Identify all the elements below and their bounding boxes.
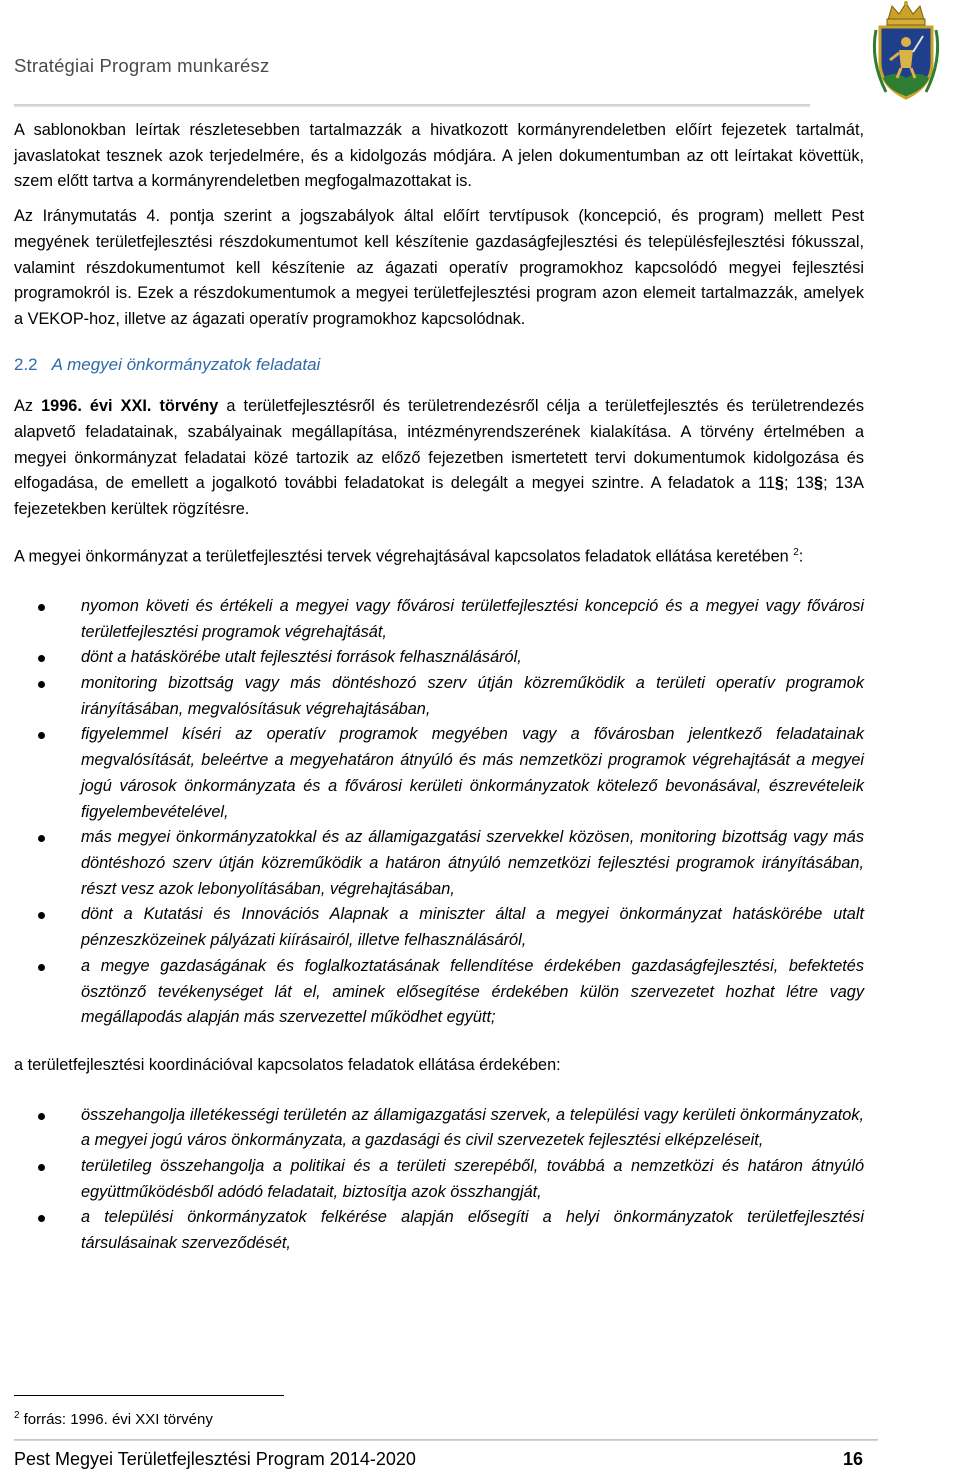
section-mark-1: § [774,474,784,493]
paragraph-2: Az Iránymutatás 4. pontja szerint a jogszabályok által előírt tervtípusok (koncepció, és program) mellett Pest megyének területfejlesztési részdokumentumot kell készítenie gazdaságfejlesztési és településfejlesztési fókusszal, valamint részdokumentumot kell készítenie az ágazati operatív programokhoz kapcsolódó megyei fejlesztési programokról is. Ezek a részdokumentumok a megyei területfejlesztési program azon elemeit tartalmazzák, amelyek a VEKOP-hoz, illetve az ágazati operatív programokhoz kapcsolódnak. [14,207,864,328]
law-reference: 1996. évi XXI. törvény [41,397,219,416]
paragraph-3-end: ; 13A fejezetekben kerültek rögzítésre. [14,474,864,519]
document-body [14,118,864,1257]
bullet-icon [38,604,45,611]
bullet-icon [38,655,45,662]
list-item-text: figyelemmel kíséri az operatív programok megyében vagy a fővárosban jelentkező feladatainak megvalósítását, beleértve a megyehatáron átnyúló és más nemzetközi programok végrehajtását a megyei jogú városok önkormányzata és a fővárosi kerületi önkormányzatok kötelező bevonásával, észrevételeik figyelembevételével, [81,725,864,821]
task-list-1 [14,594,864,1031]
list-item [14,954,864,1031]
list-item [14,671,864,722]
list-item-text: összehangolja illetékességi területén az államigazgatási szervek, a települési vagy kerületi önkormányzatok, a megyei jogú város önkormányzata, a gazdasági és civil szervezetek fejlesztési elképzeléseit, [81,1105,864,1150]
list-item [14,825,864,902]
footnote-rule [14,1395,284,1396]
footer-title: Pest Megyei Területfejlesztési Program 2014-2020 [14,1449,416,1469]
paragraph-3-mid: ; 13 [783,474,814,493]
paragraph-5: a területfejlesztési koordinációval kapcsolatos feladatok ellátása érdekében: [14,1055,561,1074]
footnote-text: forrás: 1996. évi XXI törvény [23,1411,213,1428]
list-item-text: más megyei önkormányzatokkal és az államigazgatási szervekkel közösen, monitoring bizottság vagy más döntéshozó szerv útján közreműködik a határon átnyúló nemzetközi fejlesztési programok irányításában, részt vesz azok lebonyolításában, végrehajtásában, [81,828,864,898]
header-title: Stratégiai Program munkarész [14,55,270,76]
list-item [14,1205,864,1256]
footnote-mark: 2 [14,1410,20,1421]
bullet-icon [38,1113,45,1120]
paragraph-3-body: a területfejlesztésről és területrendezésről célja a területfejlesztés és területrendezés alapvető feladatainak, szabályainak megállapítása, intézményrendszerének kialakítása. A törvény értelmében a megyei önkormányzat feladatai közé tartozik az előző fejezetben ismertetett tervi dokumentumok kidolgozása és elfogadása, de emellett a jogalkotó további feladatokat is delegált a megyei szintre. A feladatok a 11 [14,397,864,493]
section-heading [14,352,864,378]
coat-of-arms-icon [866,0,946,102]
section-mark-2: § [814,474,824,493]
bullet-icon [38,681,45,688]
paragraph-3-prefix: Az [14,397,42,416]
list-item [14,594,864,645]
list-item-text: a megye gazdaságának és foglalkoztatásának fellendítése érdekében gazdaságfejlesztési, befektetés ösztönző tevékenységet lát el, aminek elősegítése érdekében külön szervezetet hozhat létre vagy megállapodás alapján más szervezettel működhet együtt; [81,956,864,1027]
footnote [14,1406,213,1430]
list-item [14,645,864,671]
paragraph-1: A sablonokban leírtak részletesebben tartalmazzák a hivatkozott kormányrendeletben előírt fejezetek tartalmát, javaslatokat tesznek azok terjedelmére, és a kidolgozás módjára. A jelen dokumentumban az ott leírtakat követtük, szem előtt tartva a kormányrendeletben megfogalmazottakat is. [14,121,864,191]
paragraph-4-text: A megyei önkormányzat a területfejlesztési tervek végrehajtásával kapcsolatos feladatok ellátása keretében [14,547,789,566]
paragraph-3 [14,394,864,523]
list-item [14,902,864,953]
list-item-text: dönt a Kutatási és Innovációs Alapnak a miniszter által a megyei önkormányzat hatáskörébe utalt pénzeszközeinek pályázati kiírásairól, illetve felhasználásáról, [81,905,864,950]
list-item-text: monitoring bizottság vagy más döntéshozó szerv útján közreműködik a területi operatív programok irányításában, megvalósításuk végrehajtásában, [81,674,864,718]
page-number: 16 [843,1449,864,1469]
footnote-ref: 2 [793,546,799,558]
list-item-text: dönt a hatáskörébe utalt fejlesztési források felhasználásáról, [81,648,522,667]
footer-rule [14,1439,878,1441]
header-rule [14,104,810,107]
list-item-text: területileg összehangolja a politikai és a területi szerepéből, továbbá a nemzetközi és határon átnyúló együttműködésből adódó feladatait, biztosítja azok összhangját, [81,1157,864,1201]
list-item [14,1154,864,1205]
section-title: A megyei önkormányzatok feladatai [51,354,321,374]
bullet-icon [38,732,45,739]
list-item [14,722,864,825]
list-item-text: nyomon követi és értékeli a megyei vagy fővárosi területfejlesztési koncepció és a megyei vagy fővárosi területfejlesztési programok végrehajtását, [81,596,864,641]
bullet-icon [38,835,45,842]
bullet-icon [38,964,45,971]
bullet-icon [38,912,45,919]
bullet-icon [38,1215,45,1222]
list-item [14,1103,864,1154]
list-item-text: a települési önkormányzatok felkérése alapján elősegíti a helyi önkormányzatok területfejlesztési társulásainak szerveződését, [81,1208,864,1253]
paragraph-4-colon: : [798,547,804,566]
section-number: 2.2 [14,354,38,374]
bullet-icon [38,1164,45,1171]
paragraph-4 [14,540,864,570]
page-header [14,0,894,110]
task-list-2 [14,1103,864,1257]
